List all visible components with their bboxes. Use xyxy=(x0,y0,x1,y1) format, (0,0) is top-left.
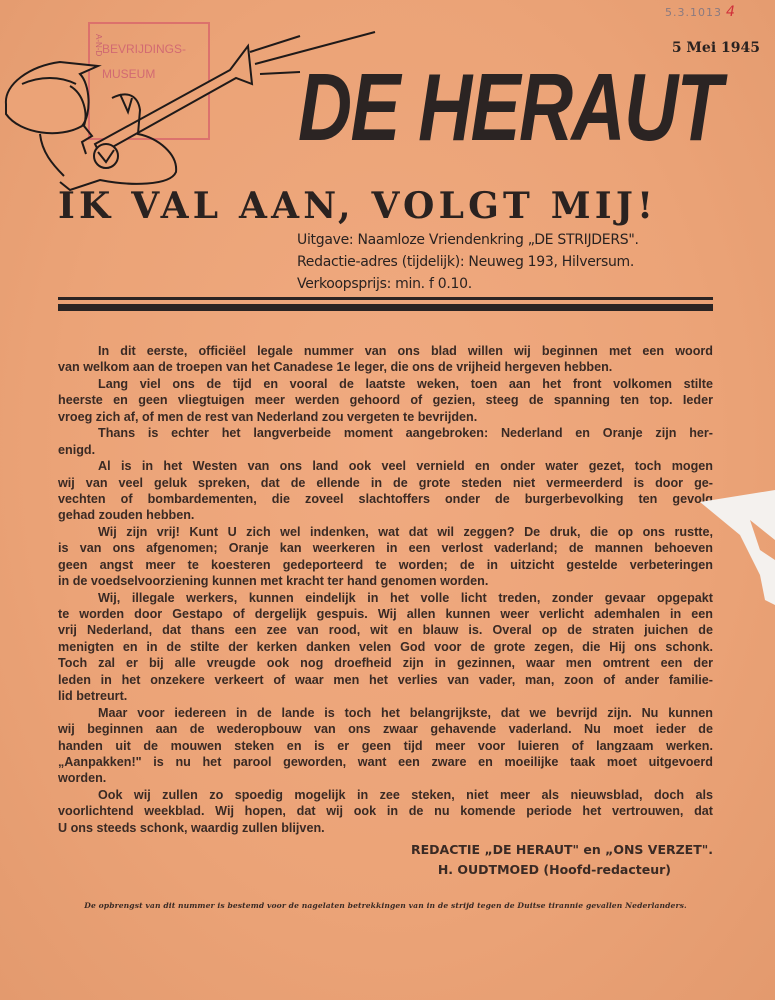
paragraph-line: vroeg zich af, of men de rest van Nederland zou vergeten te bevrijden. xyxy=(58,409,478,424)
stamp-line-2: MUSEUM xyxy=(102,67,156,81)
article-paragraph xyxy=(58,343,713,376)
stamp-side-label: A-N-D xyxy=(94,34,103,57)
footer-note: De opbrengst van dit nummer is bestemd voor de nagelaten betrekkingen van in de strijd tegen de Duitse tirannie gevallen Nederlanders. xyxy=(84,901,687,910)
signature-editorial: REDACTIE „DE HERAUT" en „ONS VERZET". xyxy=(410,842,713,857)
article-paragraph xyxy=(58,524,713,590)
paragraph-line: Lang viel ons de tijd en vooral de laatste weken, toen aan het front volkomen stilte xyxy=(98,376,713,391)
paragraph-line: is van ons afgenomen; Oranje kan weerkeren in een verlost vaderland; de mannen behoeven xyxy=(58,541,713,556)
article-paragraph xyxy=(58,705,713,787)
article-paragraph xyxy=(58,458,713,524)
article-paragraph xyxy=(58,425,713,458)
archive-code: 5.3.1013 xyxy=(665,6,722,19)
paragraph-line: lid betreurt. xyxy=(58,689,128,704)
paragraph-line: „Aanpakken!" is nu het parool geworden, want een zware en moeilijke taak moet uitgevoerd xyxy=(58,754,713,769)
paragraph-line: te worden door Gestapo of dergelijk gespuis. Wij allen kunnen weer verlicht ademhalen in een xyxy=(58,607,713,621)
article-paragraph xyxy=(58,590,713,705)
archive-pencil-note xyxy=(665,4,736,20)
publisher-line: Uitgave: Naamloze Vriendenkring „DE STRIJDERS". xyxy=(297,232,639,248)
paragraph-line: Toch zal er bij alle vreugde ook nog droefheid zijn in gezinnen, waar men omtrent een der xyxy=(58,656,713,671)
paragraph-line: U ons steeds schonk, waardig zullen blijven. xyxy=(58,820,325,835)
paragraph-line: In dit eerste, officiëel legale nummer van ons blad willen wij beginnen met een woord xyxy=(98,344,713,358)
paragraph-line: Thans is echter het langverbeide moment aangebroken: Nederland en Oranje zijn her- xyxy=(98,426,713,441)
stamp-line-1: BEVRIJDINGS- xyxy=(102,42,187,56)
article-paragraph xyxy=(58,376,713,425)
editorial-address-line: Redactie-adres (tijdelijk): Neuweg 193, Hilversum. xyxy=(297,254,635,270)
paragraph-line: Wij, illegale werkers, kunnen eindelijk in het volle licht treden, zonder gevaar opgepakt xyxy=(98,590,713,605)
slogan-headline: IK VAL AAN, VOLGT MIJ! xyxy=(58,185,658,227)
paragraph-line: Wij zijn vrij! Kunt U zich wel indenken, wat dat wil zeggen? De druk, die op ons rustte, xyxy=(98,524,713,539)
newspaper-title: DE HERAUT xyxy=(298,54,721,161)
paragraph-line: van welkom aan de troepen van het Canadese 1e leger, die ons de vrijheid hergeven hebben. xyxy=(58,360,613,375)
paragraph-line: handen uit de mouwen steken en is er geen tijd meer voor luieren of langzaam werken. xyxy=(58,738,713,753)
paragraph-line: gehad zouden hebben. xyxy=(58,508,195,523)
trumpet-icon xyxy=(95,46,252,154)
article-body xyxy=(58,343,713,836)
paragraph-line: heerste en geen vliegtuigen meer werden gehoord of gezien, steeg de spanning ten top. Ieder xyxy=(58,393,713,408)
paragraph-line: voorlichtend weekblad. Wij hopen, dat wij ook in de nu komende periode het vertrouwen, dat xyxy=(58,804,713,819)
issue-date: 5 Mei 1945 xyxy=(671,40,760,56)
paragraph-line: Ook wij zullen zo spoedig mogelijk in zee steken, niet meer als nieuwsblad, doch als xyxy=(98,787,713,802)
paragraph-line: enigd. xyxy=(58,442,96,457)
paragraph-line: wij beginnen aan de wederopbouw van ons zwaar gehavende vaderland. Nu moet ieder de xyxy=(58,722,713,737)
price-line: Verkoopsprijs: min. f 0.10. xyxy=(297,276,472,292)
divider-thin xyxy=(58,297,713,300)
paragraph-line: vechten of bombardementen, die zoveel slachtoffers onder de burgerbevolking ten gevolg xyxy=(58,491,713,506)
paper-tear xyxy=(690,480,775,610)
paragraph-line: Maar voor iedereen in de lande is toch het belangrijkste, dat we bevrijd zijn. Nu kunnen xyxy=(98,705,713,720)
paragraph-line: Al is in het Westen van ons land ook veel vernield en onder water gezet, toch mogen xyxy=(98,459,713,474)
archive-number: 4 xyxy=(725,4,736,20)
paragraph-line: geen angst meer te koesteren gedeporteerd te worden; de in uitzicht gestelde verbeteringen xyxy=(58,557,713,572)
paragraph-line: leden in het onzekere verkeert of waar men het verlies van vader, man, zoon of ander familie- xyxy=(58,672,713,687)
article-paragraph xyxy=(58,787,713,836)
paragraph-line: worden. xyxy=(58,771,107,786)
paragraph-line: vrij Nederland, dat thans een zee van rood, wit en blauw is. Overal op de straten juichen de xyxy=(58,623,713,638)
paragraph-line: menigten en in de stilte der kerken danken velen God voor de grote zegen, die Hij ons schonk. xyxy=(58,639,713,654)
publication-info xyxy=(297,229,717,295)
paragraph-line: wij van veel geluk spreken, dat de ellende in de grote steden niet vermeerderd is door ge- xyxy=(58,475,713,490)
divider-thick xyxy=(58,304,713,311)
signature-editor-name: H. OUDTMOED (Hoofd-redacteur) xyxy=(437,862,671,877)
paragraph-line: in de voedselvoorziening kunnen met kracht ter hand genomen worden. xyxy=(58,574,489,589)
signature-block xyxy=(380,840,713,880)
